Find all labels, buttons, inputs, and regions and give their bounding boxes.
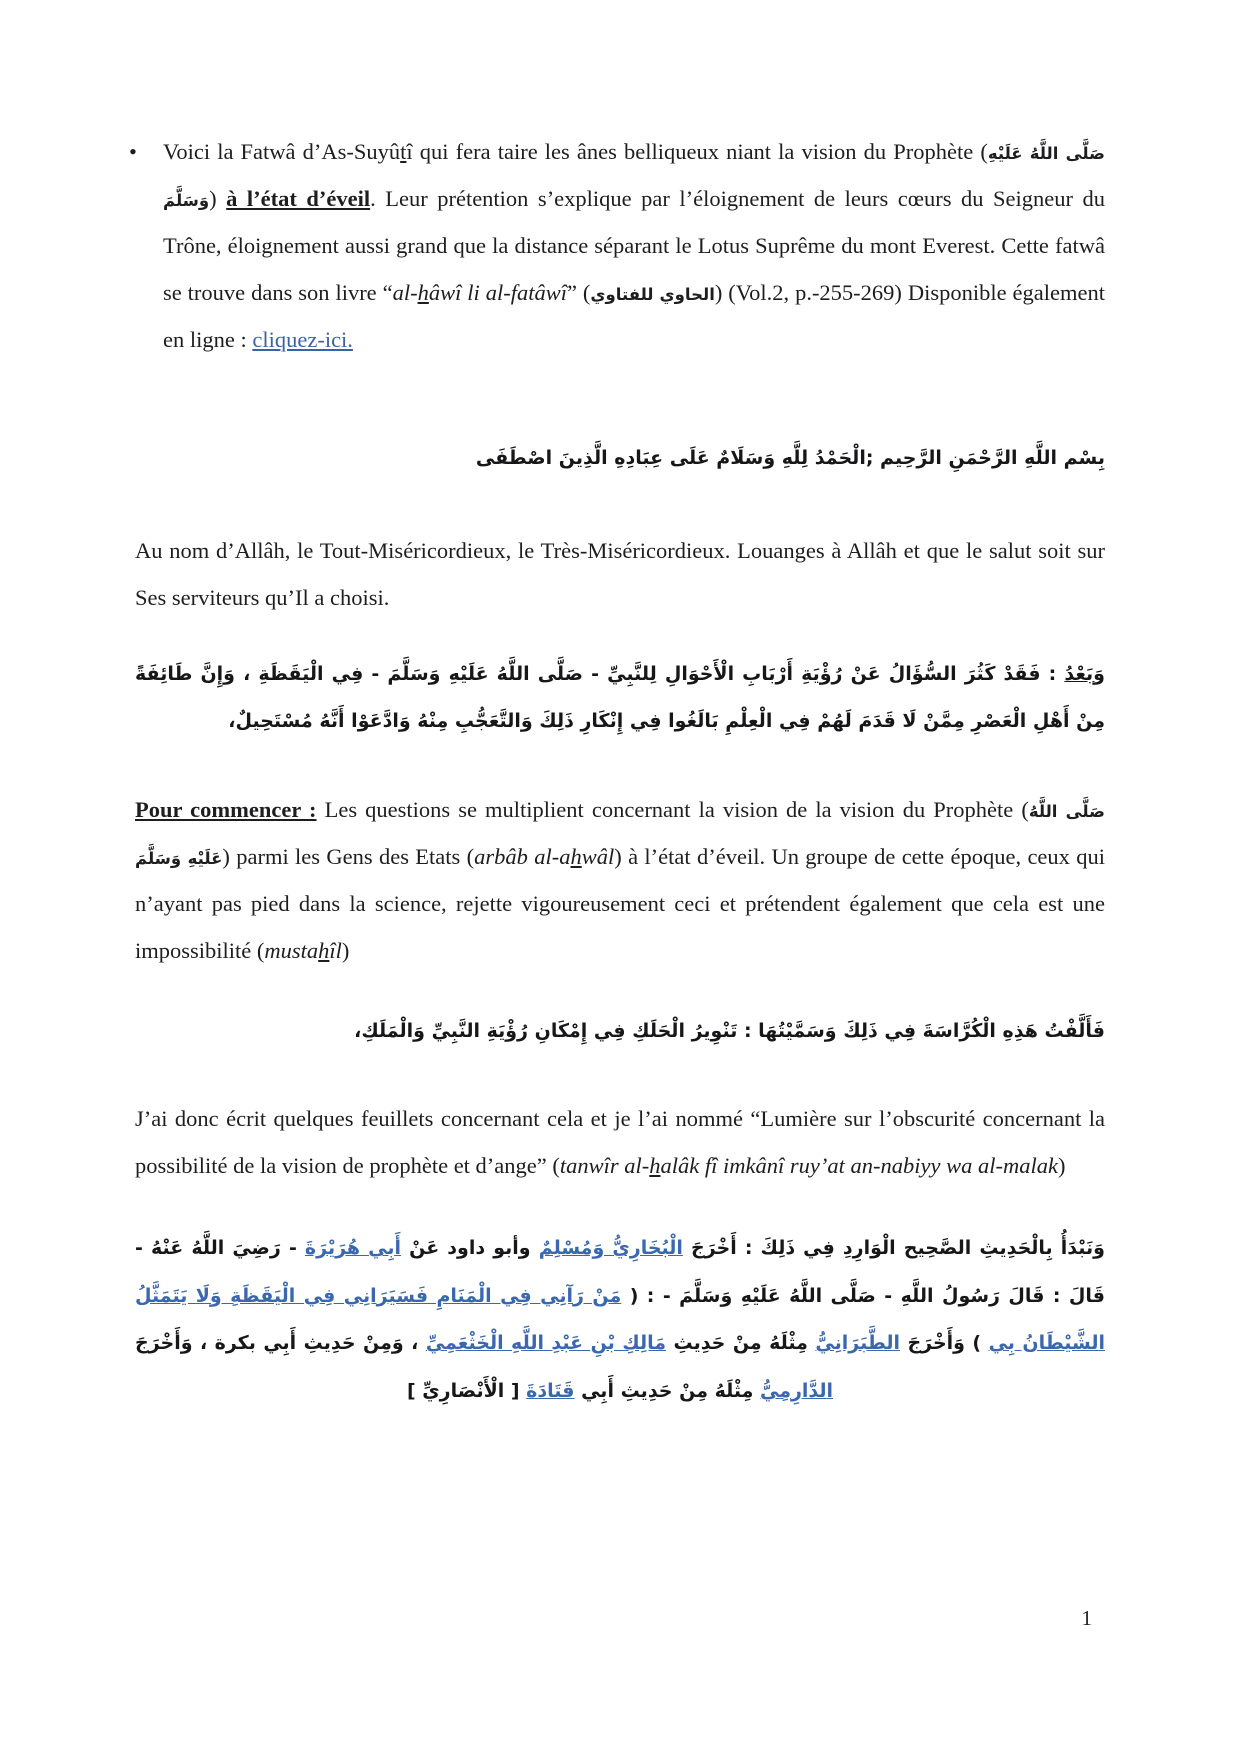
arabic-intro-block <box>135 651 1105 746</box>
book-title-italic: âwî li al-fatâwî <box>428 280 567 306</box>
basmala-line: بِسْم اللَّهِ الرَّحْمَنِ الرَّحِيم ;الْحَمْدُ لِلَّهِ وَسَلَامٌ عَلَى عِبَادِهِ الَّذِينَ اصْطَفَى <box>475 447 1105 470</box>
jai-donc-paragraph <box>135 1095 1105 1189</box>
arabic-text-run: ، وَمِنْ حَدِيثِ أَبِي بكرة ، وَأَخْرَجَ <box>135 1332 426 1355</box>
bullet-marker: • <box>129 139 137 164</box>
text-run: ) (Vol.2, p.-255-269) Disponible également en ligne : <box>163 280 1105 353</box>
arabic-text-run: ) وَأَخْرَجَ <box>900 1332 989 1355</box>
arabic-text-run: : فَقَدْ كَثُرَ السُّؤَالُ عَنْ رُؤْيَةِ أَرْبَابِ الْأَحْوَالِ لِلنَّبِيِّ - صَلَّى اللَّهُ عَلَيْهِ وَسَلَّمَ - فِي الْيَقَظَةِ ، وَإِنَّ طَائِفَةً مِنْ أَهْلِ الْعَصْرِ مِمَّنْ لَا قَدَمَ لَهُمْ فِي الْعِلْمِ بَالَغُوا فِي إِنْكَارِ ذَلِكَ وَالتَّعَجُّبِ مِنْهُ وَادَّعَوْا أَنَّهُ مُسْتَحِيلٌ، <box>135 662 1105 733</box>
hadith-arabic-block <box>135 1225 1105 1415</box>
arabic-title-line: فَأَلَّفْتُ هَذِهِ الْكُرَّاسَةَ فِي ذَلِكَ وَسَمَّيْتُهَا : تَنْوِيرُ الْحَلَكِ فِي إِمْكَانِ رُؤْيَةِ النَّبِيِّ وَالْمَلَكِ، <box>354 1019 1105 1042</box>
cliquez-ici-link[interactable]: cliquez-ici. <box>252 327 353 353</box>
arabic-text-run: مِثْلَهُ مِنْ حَدِيثِ <box>666 1332 816 1355</box>
intro-bullet-text <box>163 128 1105 363</box>
pour-commencer-paragraph <box>135 786 1105 974</box>
text-run: . Leur prétention s’explique par l’éloignement de leurs cœurs du Seigneur du Trône, éloignement aussi grand que la distance séparant le Lotus Suprême du mont Everest. Cette fatwâ se trouve dans son livre “ <box>163 186 1106 306</box>
etat-eveil-emphasis: à l’état d’éveil <box>226 186 371 212</box>
transliteration-italic: tanwîr al- <box>559 1153 650 1179</box>
pour-commencer-heading: Pour commencer : <box>135 796 317 822</box>
transliteration-underlined-letter: h <box>649 1153 661 1179</box>
text-run: ” ( <box>566 280 591 306</box>
text-run: î qui fera taire les ânes belliqueux niant la vision du Prophète ( <box>406 139 988 164</box>
transliteration-underlined-letter: h <box>570 843 582 869</box>
underlined-letter: t <box>400 139 407 164</box>
link-malik-ibn-abdillah[interactable]: مَالِكِ بْنِ عَبْدِ اللَّهِ الْخَثْعَمِيِّ <box>425 1332 666 1355</box>
text-run: J’ai donc écrit quelques feuillets concernant cela et je l’ai nommé “Lumière sur l’obscurité concernant la possibilité de la vision de prophète et d’ange” ( <box>135 1106 1105 1179</box>
text-run: ) <box>209 186 227 212</box>
wa-bad-underline: وَبَعْدُ <box>1064 662 1105 685</box>
arabic-text-run: [ الْأَنْصَارِيِّ ] <box>406 1379 527 1402</box>
intro-bullet-paragraph <box>129 128 1106 363</box>
text-run: ) <box>1057 1153 1066 1179</box>
book-title-underlined-letter: h <box>417 280 429 306</box>
text-run: ) parmi les Gens des Etats ( <box>222 843 475 869</box>
transliteration-italic: alâk fî imkânî ruy’at an-nabiyy wa al-malak <box>660 1153 1058 1179</box>
text-run: Voici la Fatwâ d’As-Suyû <box>163 139 401 164</box>
text-run: Les questions se multiplient concernant la vision de la vision du Prophète ( <box>316 796 1029 822</box>
arabic-honorific: صَلَّى اللَّهُ عَلَيْهِ وَسَلَّمَ <box>163 144 1105 211</box>
arabic-text-run: وأبو داود عَنْ <box>401 1237 539 1260</box>
link-hadith-man-raani[interactable]: مَنْ رَآنِي فِي الْمَنَامِ فَسَيَرَانِي فِي الْيَقَظَةِ وَلَا يَتَمَثَّلُ الشَّيْطَانُ بِي <box>135 1284 1105 1355</box>
link-qatada[interactable]: قَتَادَةَ <box>526 1379 575 1402</box>
link-bukhari-muslim[interactable]: الْبُخَارِيُّ وَمُسْلِمٌ <box>538 1237 683 1260</box>
page-number: 1 <box>1081 1606 1092 1630</box>
text-run: ) <box>341 937 350 963</box>
book-title-italic: al- <box>392 280 418 306</box>
transliteration-underlined-letter: h <box>318 937 330 963</box>
link-darimi[interactable]: الدَّارِمِيُّ <box>760 1379 834 1402</box>
link-abu-hurayra[interactable]: أَبِي هُرَيْرَةَ <box>304 1237 402 1260</box>
arabic-honorific: صَلَّى اللَّهُ عَلَيْهِ وَسَلَّمَ <box>135 801 1106 868</box>
text-run: ) à l’état d’éveil. Un groupe de cette époque, ceux qui n’ayant pas pied dans la science, rejette vigoureusement ceci et prétendent également que cela est une impossibilité ( <box>135 843 1106 963</box>
arabic-text-run: - رَضِيَ اللَّهُ عَنْهُ - قَالَ : قَالَ رَسُولُ اللَّهِ - صَلَّى اللَّهُ عَلَيْهِ وَسَلَّمَ - : ( <box>135 1237 1105 1307</box>
transliteration-italic: îl <box>329 937 342 963</box>
transliteration-italic: wâl <box>581 843 615 869</box>
transliteration-italic: musta <box>264 937 319 963</box>
link-tabarani[interactable]: الطَّبَرَانِيُّ <box>815 1332 900 1355</box>
arabic-text-run: وَنَبْدَأُ بِالْحَدِيثِ الصَّحِيح الْوَارِدِ فِي ذَلِكَ : أَخْرَجَ <box>682 1237 1105 1260</box>
arabic-text-run: مِثْلَهُ مِنْ حَدِيثِ أَبِي <box>574 1379 760 1402</box>
transliteration-italic: arbâb al-a <box>474 843 571 869</box>
basmala-translation-paragraph: Au nom d’Allâh, le Tout-Miséricordieux, le Très-Miséricordieux. Louanges à Allâh et que le salut soit sur Ses serviteurs qu’Il a choisi. <box>135 537 1105 610</box>
arabic-book-title: الحاوي للفتاوي <box>590 285 715 305</box>
